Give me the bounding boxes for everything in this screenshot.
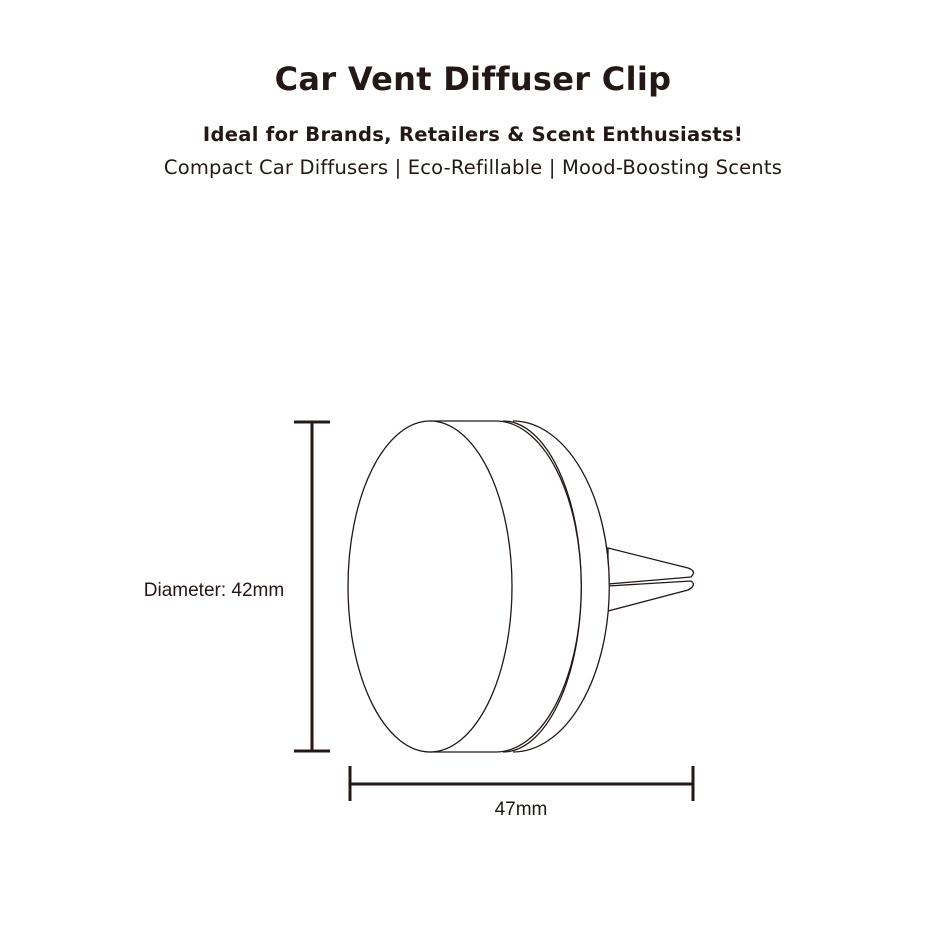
diameter-label: Diameter: 42mm	[143, 580, 285, 601]
tagline: Ideal for Brands, Retailers & Scent Enthusiasts!	[202, 123, 744, 146]
feature-list: Compact Car Diffusers | Eco-Refillable | Mood-Boosting Scents	[163, 156, 783, 179]
width-label: 47mm	[494, 799, 548, 820]
vent-clip-drawing	[348, 421, 693, 752]
width-dimension	[350, 766, 693, 801]
diameter-dimension	[294, 422, 330, 751]
diffuser-front-face	[348, 421, 512, 752]
clip-prong-upper	[608, 548, 693, 584]
page-title: Car Vent Diffuser Clip	[274, 60, 672, 98]
clip-prong-lower	[608, 581, 693, 611]
